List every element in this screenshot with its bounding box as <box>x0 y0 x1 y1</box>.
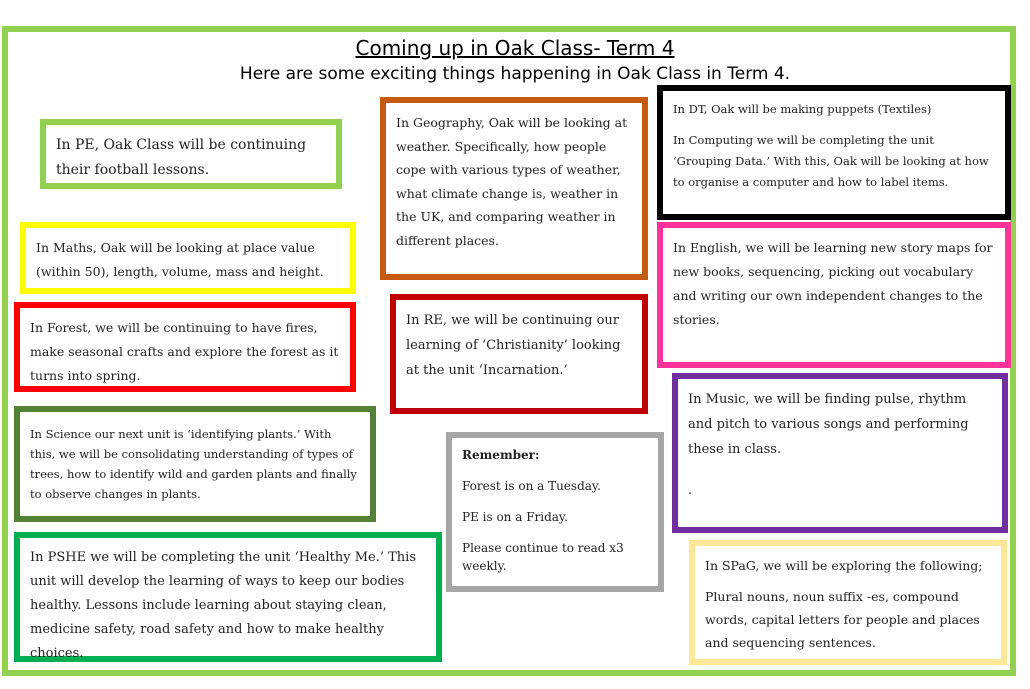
remember-item: Forest is on a Tuesday. <box>462 479 601 493</box>
geography-text: In Geography, Oak will be looking at weather. Specifically, how people cope with various types of weather, what climate change is, weather in the UK, and comparing weather in different places. <box>396 115 628 248</box>
remember-box <box>446 432 664 592</box>
english-box <box>657 222 1011 368</box>
dt-computing-box <box>657 85 1011 220</box>
pshe-box <box>14 532 442 662</box>
pshe-text: In PSHE we will be completing the unit ‘Healthy Me.’ This unit will develop the learning of ways to keep our bodies healthy. Lessons include learning about staying clean, medicine safety, road safety and how to make healthy choices. <box>30 550 417 661</box>
forest-text: In Forest, we will be continuing to have fires, make seasonal crafts and explore the forest as it turns into spring. <box>30 320 339 383</box>
forest-box <box>14 302 356 392</box>
music-box <box>672 373 1008 533</box>
geography-box <box>380 97 648 280</box>
remember-item: PE is on a Friday. <box>462 510 568 524</box>
re-text: In RE, we will be continuing our learning of ‘Christianity’ looking at the unit ‘Incarnation.’ <box>406 313 621 378</box>
spag-intro-text: In SPaG, we will be exploring the following; <box>705 558 983 573</box>
maths-text: In Maths, Oak will be looking at place value (within 50), length, volume, mass and height. <box>36 240 324 279</box>
page-title: Coming up in Oak Class- Term 4 <box>355 36 675 60</box>
maths-box <box>20 222 356 294</box>
spag-box <box>689 540 1007 665</box>
music-extra-text: . <box>688 483 693 498</box>
music-text: In Music, we will be finding pulse, rhythm and pitch to various songs and performing these in class. <box>688 392 969 457</box>
page-subtitle: Here are some exciting things happening in Oak Class in Term 4. <box>239 64 791 84</box>
science-box <box>14 406 376 522</box>
remember-item: Please continue to read x3 weekly. <box>462 541 624 573</box>
pe-text: In PE, Oak Class will be continuing their football lessons. <box>56 137 307 178</box>
dt-text: In DT, Oak will be making puppets (Textiles) <box>673 102 932 116</box>
remember-heading: Remember: <box>462 448 540 462</box>
english-text: In English, we will be learning new story maps for new books, sequencing, picking out vocabulary and writing our own independent changes to the stories. <box>673 240 993 327</box>
re-box <box>390 294 648 414</box>
computing-text: In Computing we will be completing the unit ‘Grouping Data.’ With this, Oak will be looking at how to organise a computer and how to label items. <box>673 133 989 189</box>
spag-list-text: Plural nouns, noun suffix -es, compound words, capital letters for people and places and sequencing sentences. <box>705 589 980 650</box>
pe-box <box>40 119 342 189</box>
science-text: In Science our next unit is ‘identifying plants.’ With this, we will be consolidating understanding of types of trees, how to identify wild and garden plants and finally to observe changes in plants. <box>30 427 357 501</box>
